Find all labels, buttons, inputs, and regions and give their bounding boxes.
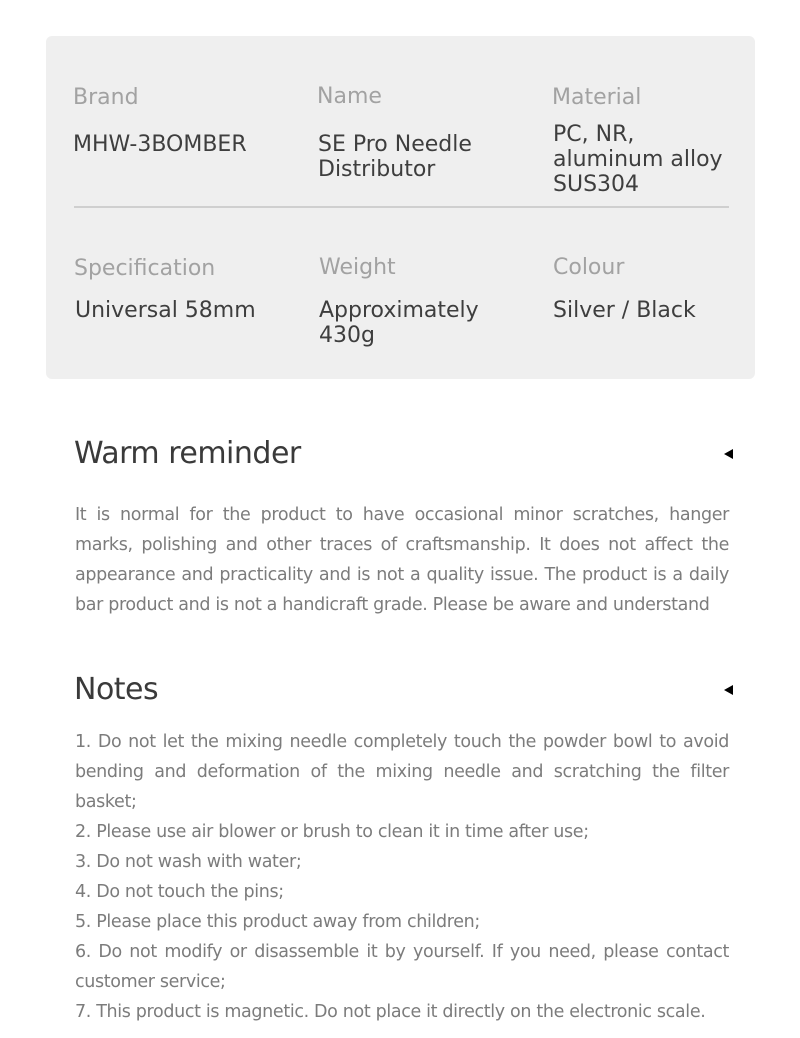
specification-label: Specification xyxy=(74,256,216,281)
brand-value: MHW-3BOMBER xyxy=(73,132,247,157)
brand-label: Brand xyxy=(73,85,139,110)
notes-title: Notes xyxy=(74,672,159,707)
weight-label: Weight xyxy=(319,255,396,280)
note-item: 7. This product is magnetic. Do not place it directly on the electronic scale. xyxy=(75,1002,706,1022)
spec-divider xyxy=(74,206,729,208)
note-item: 3. Do not wash with water; xyxy=(75,852,302,872)
weight-value: Approximately 430g xyxy=(319,298,479,348)
note-item: 1. Do not let the mixing needle completely touch the powder bowl to avoid bending and deformation of the mixing needle and scratching the filter basket; xyxy=(75,732,729,812)
colour-value: Silver / Black xyxy=(553,298,696,323)
warm-reminder-text: It is normal for the product to have occasional minor scratches, hanger marks, polishing and other traces of craftsmanship. It does not affect the appearance and practicality and is not a quality issue. The product is a daily bar product and is not a handicraft grade. Please be aware and understand xyxy=(75,505,729,615)
material-value: PC, NR, aluminum alloy SUS304 xyxy=(553,122,723,197)
note-item: 6. Do not modify or disassemble it by yourself. If you need, please contact customer service; xyxy=(75,942,729,992)
triangle-left-icon[interactable] xyxy=(724,685,733,695)
specification-card xyxy=(46,36,755,379)
note-item: 5. Please place this product away from children; xyxy=(75,912,480,932)
notes-list xyxy=(75,727,729,1027)
material-label: Material xyxy=(552,85,642,110)
name-label: Name xyxy=(317,84,382,109)
name-value: SE Pro Needle Distributor xyxy=(318,132,472,182)
note-item: 4. Do not touch the pins; xyxy=(75,882,284,902)
warm-reminder-title: Warm reminder xyxy=(74,436,301,471)
specification-value: Universal 58mm xyxy=(75,298,256,323)
triangle-left-icon[interactable] xyxy=(724,449,733,459)
note-item: 2. Please use air blower or brush to clean it in time after use; xyxy=(75,822,589,842)
colour-label: Colour xyxy=(553,255,625,280)
